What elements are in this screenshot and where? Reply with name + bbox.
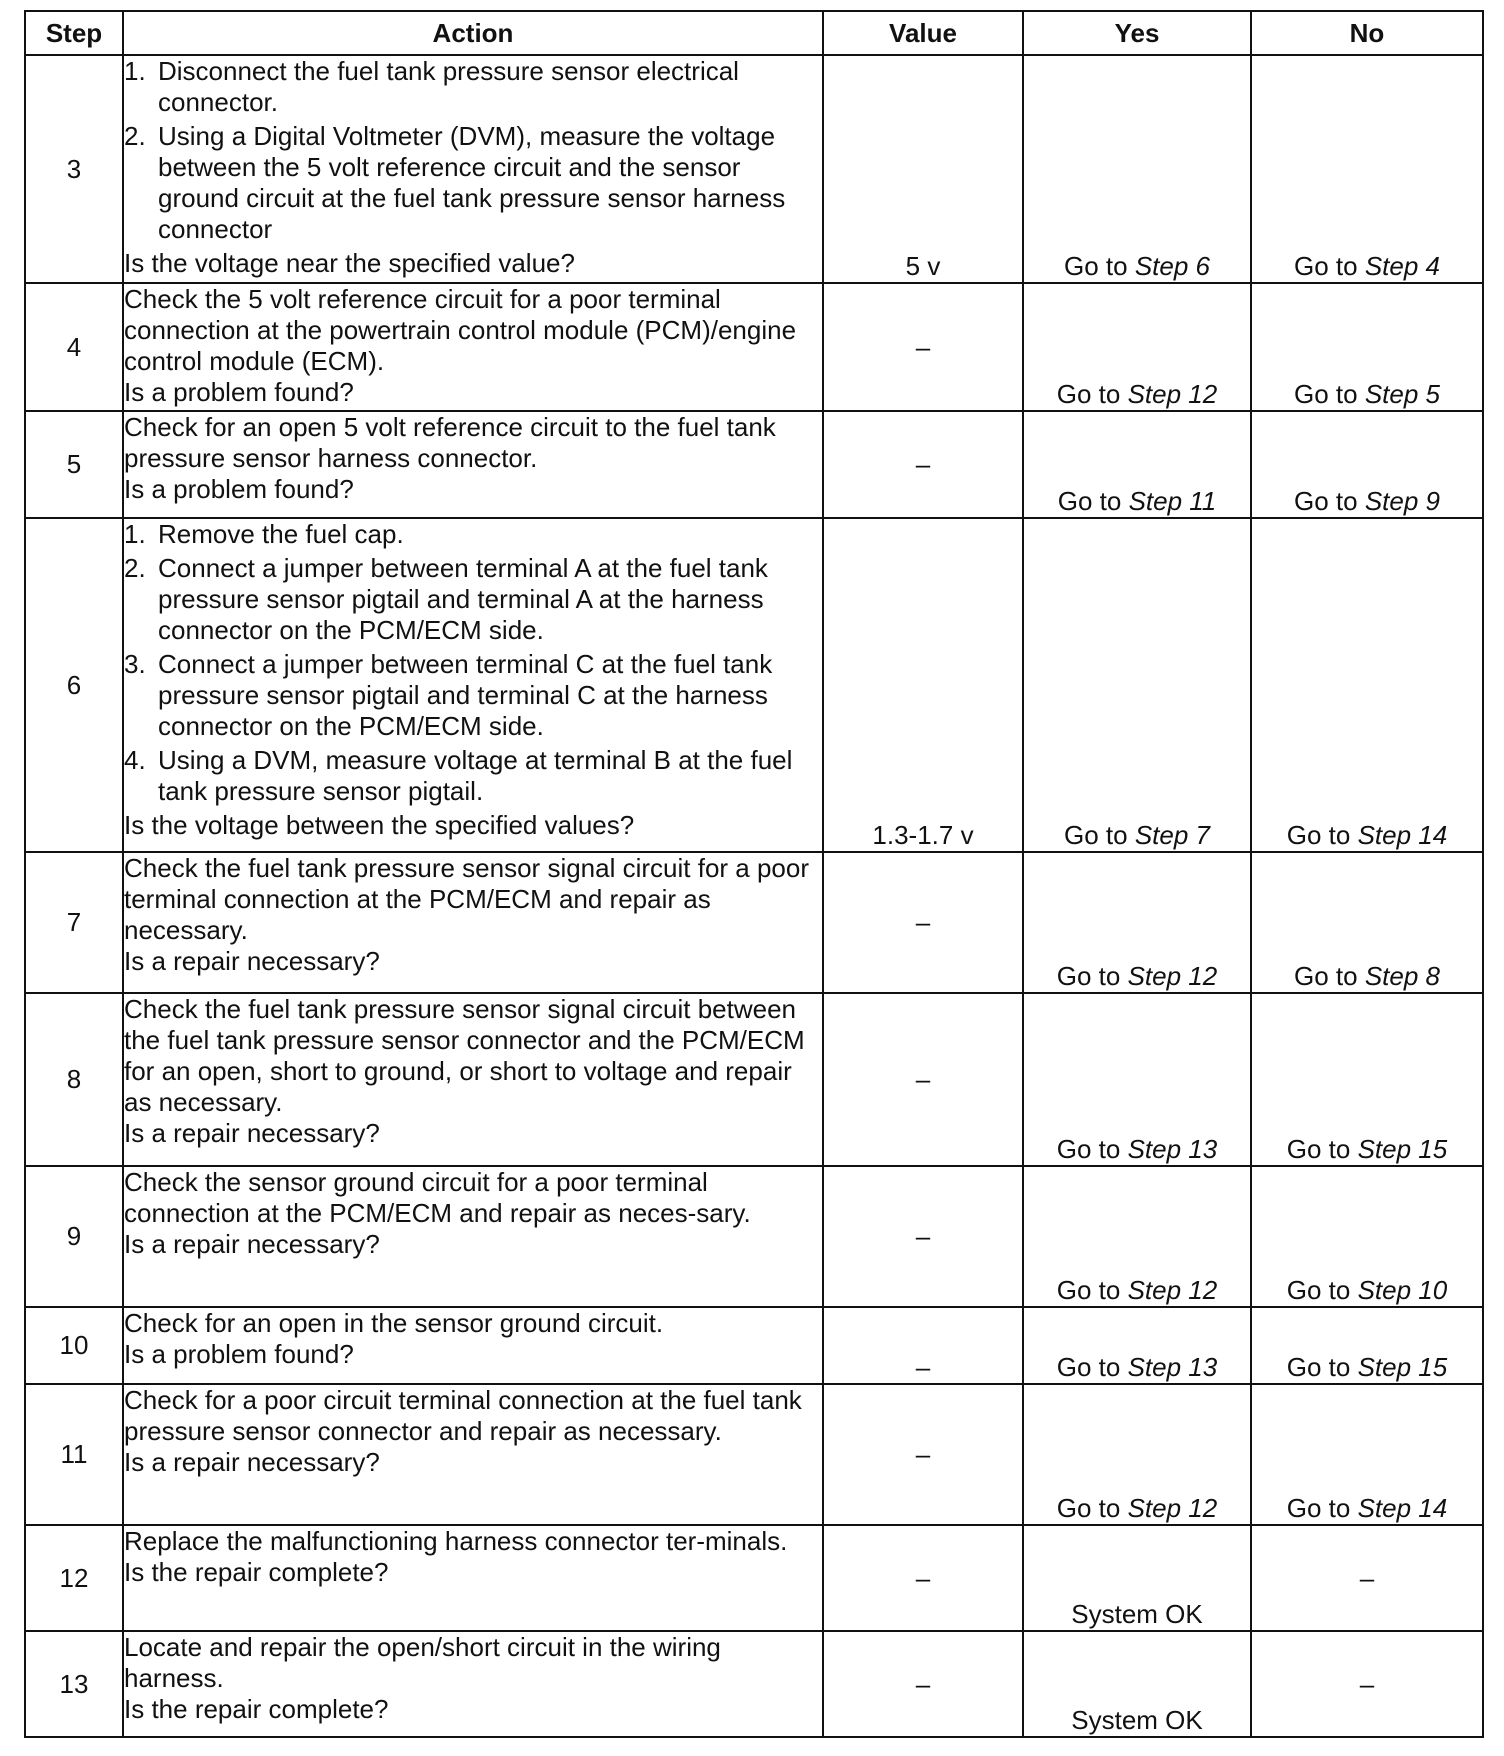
table-row	[25, 1525, 1483, 1631]
value-cell: –	[823, 411, 1023, 518]
action-question: Is a repair necessary?	[124, 1447, 380, 1477]
header-action: Action	[123, 11, 823, 55]
no-cell	[1251, 283, 1483, 411]
header-value: Value	[823, 11, 1023, 55]
no-cell	[1251, 1384, 1483, 1525]
header-row	[25, 11, 1483, 55]
yes-cell	[1023, 852, 1251, 993]
no-cell: –	[1251, 1525, 1483, 1631]
step-number: 13	[25, 1631, 123, 1737]
yes-cell	[1023, 1166, 1251, 1307]
action-text: Check the fuel tank pressure sensor signal circuit between the fuel tank pressure sensor connector and the PCM/ECM for an open, short to ground, or short to voltage and repair as necessary.	[124, 994, 805, 1117]
action-cell	[123, 1307, 823, 1384]
value-cell: 1.3-1.7 v	[823, 518, 1023, 852]
table-row	[25, 1384, 1483, 1525]
step-number: 7	[25, 852, 123, 993]
yes-prefix: Go to	[1057, 486, 1122, 516]
action-text: Locate and repair the open/short circuit in the wiring harness.	[124, 1632, 721, 1693]
list-item: 1. Remove the fuel cap.	[124, 519, 822, 550]
no-prefix: Go to	[1294, 251, 1358, 281]
no-prefix: Go to	[1286, 1352, 1351, 1382]
action-question: Is a repair necessary?	[124, 1229, 380, 1259]
list-item: 2. Using a Digital Voltmeter (DVM), measure the voltage between the 5 volt reference circuit and the sensor ground circuit at the fuel tank pressure sensor harness connector	[124, 121, 822, 245]
step-number: 10	[25, 1307, 123, 1384]
table-row	[25, 283, 1483, 411]
no-step-link[interactable]: Step 15	[1357, 1134, 1448, 1164]
no-step-link[interactable]: Step 4	[1364, 251, 1440, 281]
value-cell: –	[823, 1384, 1023, 1525]
diagnostic-table	[24, 10, 1484, 1738]
value-cell: –	[823, 283, 1023, 411]
table-row	[25, 852, 1483, 993]
no-step-link[interactable]: Step 8	[1364, 961, 1440, 991]
yes-prefix: Go to	[1056, 1134, 1121, 1164]
no-cell	[1251, 852, 1483, 993]
yes-cell: System OK	[1023, 1631, 1251, 1737]
action-question: Is a problem found?	[124, 474, 354, 504]
value-cell: –	[823, 852, 1023, 993]
table-row	[25, 993, 1483, 1166]
list-item-text: Connect a jumper between terminal A at the fuel tank pressure sensor pigtail and terminal A at the harness connector on the PCM/ECM side.	[158, 553, 768, 645]
yes-prefix: Go to	[1056, 1275, 1121, 1305]
action-cell	[123, 283, 823, 411]
yes-prefix: Go to	[1056, 1493, 1121, 1523]
action-list	[124, 56, 822, 245]
action-question: Is the voltage between the specified values?	[124, 810, 635, 840]
list-item-text: Using a Digital Voltmeter (DVM), measure the voltage between the 5 volt reference circuit and the sensor ground circuit at the fuel tank pressure sensor harness connector	[158, 121, 786, 244]
yes-prefix: Go to	[1064, 251, 1128, 281]
no-prefix: Go to	[1294, 961, 1358, 991]
action-cell	[123, 993, 823, 1166]
step-number: 6	[25, 518, 123, 852]
action-text: Replace the malfunctioning harness connector ter-minals.	[124, 1526, 788, 1556]
value-cell: –	[823, 1166, 1023, 1307]
yes-step-link[interactable]: Step 12	[1127, 1493, 1218, 1523]
value-cell: –	[823, 1631, 1023, 1737]
no-prefix: Go to	[1294, 379, 1358, 409]
no-cell	[1251, 1166, 1483, 1307]
step-number: 4	[25, 283, 123, 411]
action-question: Is the repair complete?	[124, 1694, 389, 1724]
action-text: Check for a poor circuit terminal connection at the fuel tank pressure sensor connector and repair as necessary.	[124, 1385, 802, 1446]
step-number: 12	[25, 1525, 123, 1631]
action-text: Check for an open in the sensor ground circuit.	[124, 1308, 664, 1338]
table-row	[25, 1166, 1483, 1307]
action-cell	[123, 1384, 823, 1525]
yes-cell	[1023, 518, 1251, 852]
no-prefix: Go to	[1286, 1275, 1351, 1305]
yes-cell	[1023, 993, 1251, 1166]
header-yes: Yes	[1023, 11, 1251, 55]
table-row	[25, 1631, 1483, 1737]
step-number: 9	[25, 1166, 123, 1307]
yes-step-link[interactable]: Step 13	[1127, 1352, 1218, 1382]
action-question: Is a repair necessary?	[124, 1118, 380, 1148]
value-cell: 5 v	[823, 55, 1023, 283]
no-step-link[interactable]: Step 5	[1364, 379, 1440, 409]
yes-step-link[interactable]: Step 7	[1134, 820, 1210, 850]
yes-cell: System OK	[1023, 1525, 1251, 1631]
action-text: Check the 5 volt reference circuit for a poor terminal connection at the powertrain control module (PCM)/engine control module (ECM).	[124, 284, 797, 376]
table-row	[25, 55, 1483, 283]
no-cell	[1251, 993, 1483, 1166]
list-item: 2. Connect a jumper between terminal A at the fuel tank pressure sensor pigtail and terminal A at the harness connector on the PCM/ECM side.	[124, 553, 822, 646]
header-no: No	[1251, 11, 1483, 55]
action-question: Is a repair necessary?	[124, 946, 380, 976]
yes-step-link[interactable]: Step 6	[1134, 251, 1210, 281]
action-cell	[123, 55, 823, 283]
yes-cell	[1023, 411, 1251, 518]
yes-step-link[interactable]: Step 13	[1127, 1134, 1218, 1164]
step-number: 8	[25, 993, 123, 1166]
no-cell	[1251, 518, 1483, 852]
table-row	[25, 1307, 1483, 1384]
list-item-text: Connect a jumper between terminal C at the fuel tank pressure sensor pigtail and terminal C at the harness connector on the PCM/ECM side.	[158, 649, 773, 741]
list-item-text: Remove the fuel cap.	[158, 519, 404, 549]
yes-step-link[interactable]: Step 12	[1127, 1275, 1218, 1305]
action-question: Is the repair complete?	[124, 1557, 389, 1587]
value-cell: –	[823, 1525, 1023, 1631]
action-question: Is the voltage near the specified value?	[124, 248, 575, 278]
no-cell: –	[1251, 1631, 1483, 1737]
no-cell	[1251, 1307, 1483, 1384]
yes-cell	[1023, 283, 1251, 411]
value-cell: –	[823, 993, 1023, 1166]
action-text: Check the sensor ground circuit for a poor terminal connection at the PCM/ECM and repair as neces-sary.	[124, 1167, 751, 1228]
value-cell: –	[823, 1307, 1023, 1384]
action-cell	[123, 518, 823, 852]
list-item-text: Disconnect the fuel tank pressure sensor electrical connector.	[158, 56, 739, 117]
list-item: 4. Using a DVM, measure voltage at terminal B at the fuel tank pressure sensor pigtail.	[124, 745, 822, 807]
yes-step-link[interactable]: Step 11	[1128, 486, 1217, 516]
no-prefix: Go to	[1286, 820, 1351, 850]
action-cell	[123, 1525, 823, 1631]
yes-cell	[1023, 55, 1251, 283]
yes-prefix: Go to	[1056, 961, 1121, 991]
action-text: Check for an open 5 volt reference circuit to the fuel tank pressure sensor harness connector.	[124, 412, 776, 473]
no-cell	[1251, 411, 1483, 518]
no-step-link[interactable]: Step 14	[1357, 1493, 1448, 1523]
no-cell	[1251, 55, 1483, 283]
yes-prefix: Go to	[1056, 379, 1121, 409]
no-step-link[interactable]: Step 10	[1357, 1275, 1448, 1305]
header-step: Step	[25, 11, 123, 55]
yes-step-link[interactable]: Step 12	[1127, 961, 1218, 991]
yes-step-link[interactable]: Step 12	[1127, 379, 1218, 409]
action-text: Check the fuel tank pressure sensor signal circuit for a poor terminal connection at the PCM/ECM and repair as necessary.	[124, 853, 810, 945]
no-step-link[interactable]: Step 9	[1364, 486, 1440, 516]
action-cell	[123, 1166, 823, 1307]
yes-prefix: Go to	[1056, 1352, 1121, 1382]
action-list	[124, 519, 822, 807]
action-cell	[123, 1631, 823, 1737]
step-number: 3	[25, 55, 123, 283]
no-step-link[interactable]: Step 14	[1357, 820, 1448, 850]
step-number: 11	[25, 1384, 123, 1525]
no-prefix: Go to	[1286, 1493, 1351, 1523]
no-prefix: Go to	[1294, 486, 1358, 516]
table-row	[25, 518, 1483, 852]
table-row	[25, 411, 1483, 518]
no-prefix: Go to	[1286, 1134, 1351, 1164]
action-cell	[123, 411, 823, 518]
list-item: 3. Connect a jumper between terminal C at the fuel tank pressure sensor pigtail and terminal C at the harness connector on the PCM/ECM side.	[124, 649, 822, 742]
action-cell	[123, 852, 823, 993]
action-question: Is a problem found?	[124, 1339, 354, 1369]
no-step-link[interactable]: Step 15	[1357, 1352, 1448, 1382]
action-question: Is a problem found?	[124, 377, 354, 407]
yes-prefix: Go to	[1064, 820, 1128, 850]
page	[24, 10, 1482, 1738]
yes-cell	[1023, 1384, 1251, 1525]
yes-cell	[1023, 1307, 1251, 1384]
list-item: 1. Disconnect the fuel tank pressure sensor electrical connector.	[124, 56, 822, 118]
list-item-text: Using a DVM, measure voltage at terminal B at the fuel tank pressure sensor pigtail.	[158, 745, 793, 806]
step-number: 5	[25, 411, 123, 518]
